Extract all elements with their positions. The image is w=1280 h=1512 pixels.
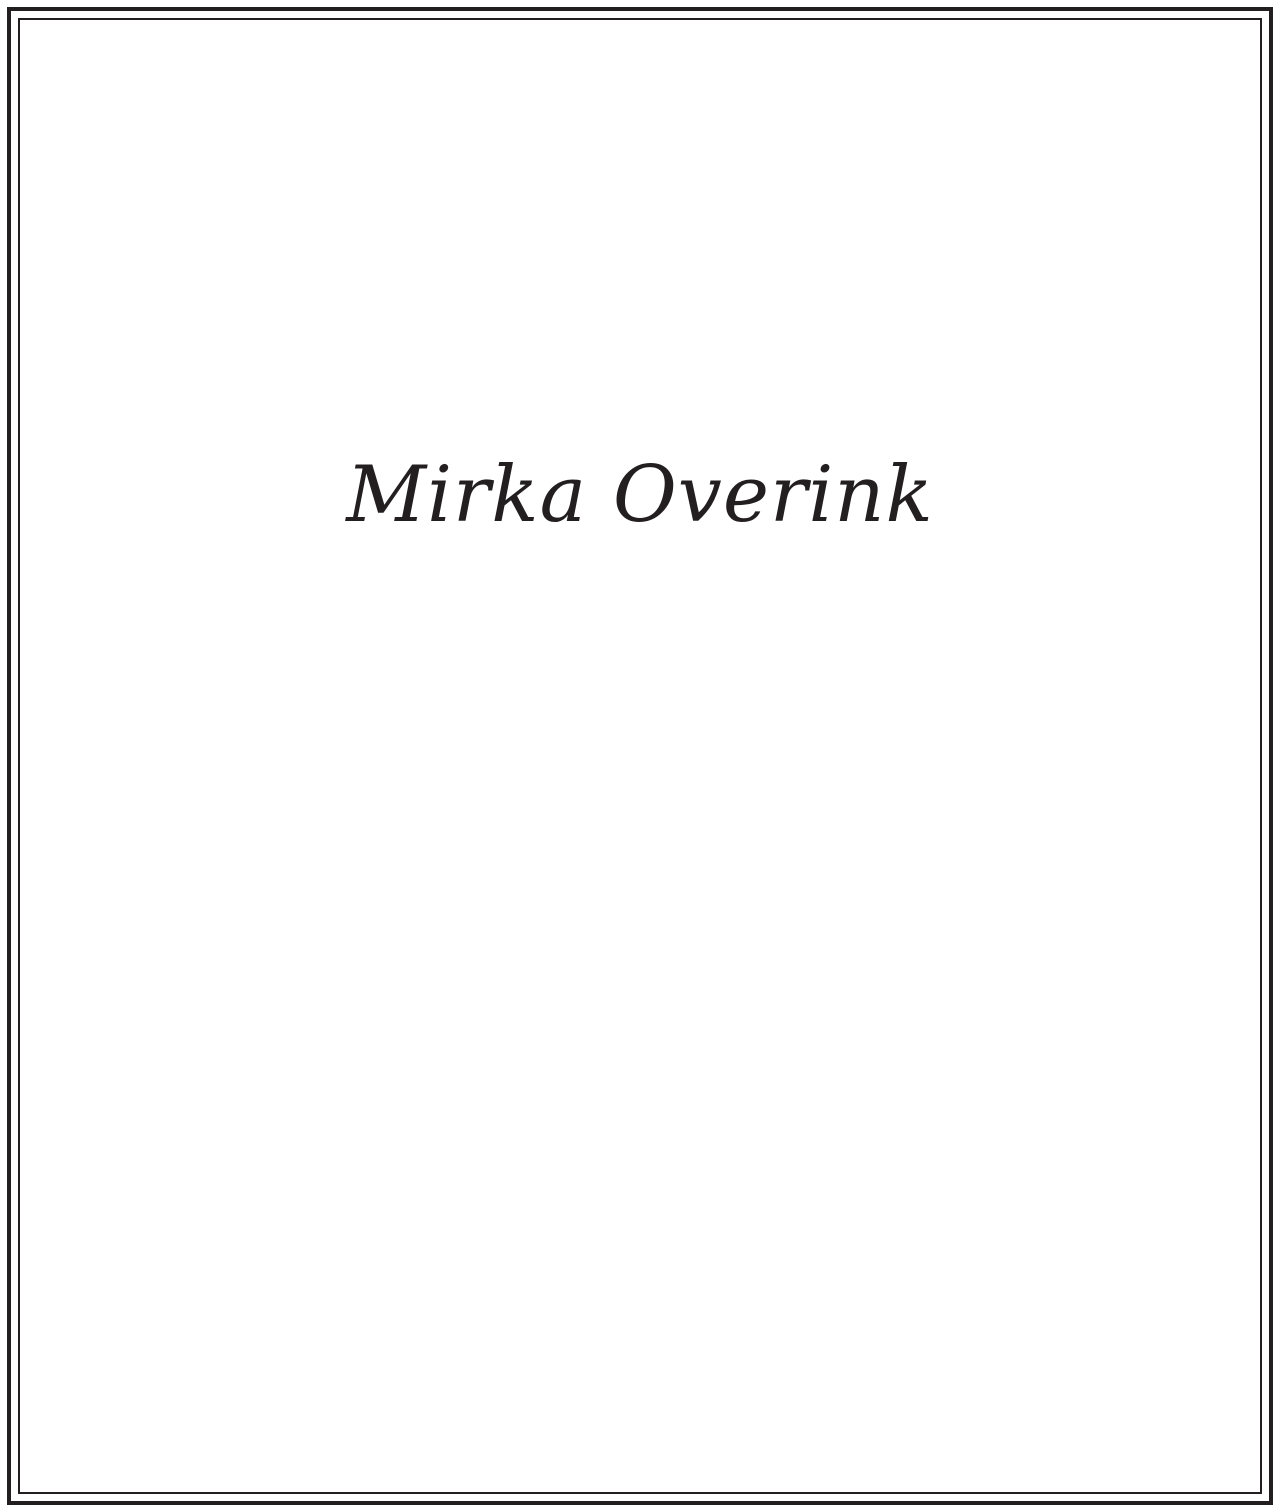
inner-border — [18, 18, 1262, 1494]
deceased-name: Mirka Overink — [346, 450, 934, 540]
